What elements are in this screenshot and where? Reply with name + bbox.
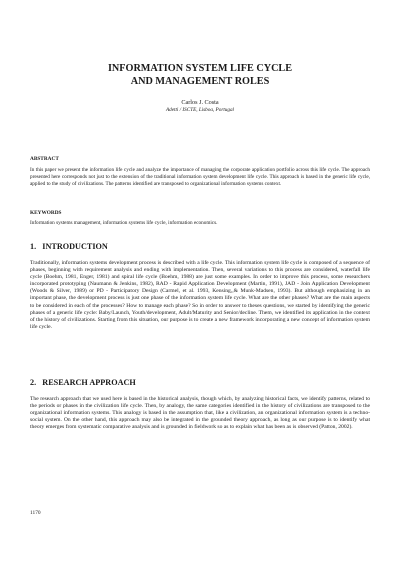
author-affiliation: Adetti / ISCTE, Lisboa, Portugal [165,107,235,113]
title-line-2: AND MANAGEMENT ROLES [130,76,270,87]
keywords-text: Information systems management, information systems life cycle, information economics. [30,220,218,226]
keywords-heading: KEYWORDS [30,210,62,216]
section-text-introduction: Traditionally, information systems development process is described with a life cycle. This information system life cycle is composed of a sequence of phases, beginning with requirement analysis and ending with implementation. Then, several variations to this process are considered, waterfall life cycle (Boehm, 1981, Enger, 1981) and spiral life cycle (Boehm, 1988) are just some examples. In order to improve this process, some researchers incorporated prototyping (Naumann & Jenkins, 1982), RAD - Rapid Application Development (Martin, 1991), JAD - Join Application Development (Woods & Silver, 1989) or PD - Participatory Design (Carmel, et al. 1993, Kensing,,& Munk-Madsen, 1993). But although emphasizing in an important phase, the development process is just one phase of the information system life cycle. What are the other phases? What are the main aspects to be considered in each of the processes? How to manage each phase? So in order to answer to theses questions, we started by identifying the generic phases of a generic life cycle: Baby/Launch, Youth/development, Adult/Maturity and Senior/decline. Them, we identified its application in the context of the history of civilizations. Starting from this situation, our purpose is to create a new framework incorporating a new concept of information system life cycle. [30,260,370,330]
abstract-heading: ABSTRACT [30,156,59,162]
page-number: 1170 [30,510,41,516]
section-text-research-approach: The research approach that we used here is based in the historical analysis, though which, by analyzing historical facts, we identify patterns, related to the periods or phases in the civilization life cycle. Then, by analogy, the same categories identified in the history of civilizations are transposed to the organizational information systems. This analogy is based in the assumption that, like a civilization, an organizational information system is a techno-social system. On the other hand, this approach may also be integrated in the grounded theory approach, as long as our purpose is to identify what theory emerges from systematic comparative analysis and is grounded in fieldwork so as to explain what has been as is observed (Patton, 2002). [30,396,370,431]
author-name: Carlos J. Costa [181,99,219,106]
abstract-text: In this paper we present the information life cycle and analyze the importance of managing the corporate application portfolio across this life cycle. The approach presented here corresponds not just to the extension of the traditional information system development life cycle. This approach is based in the generic life cycle, applied to the study of civilizations. The patterns identified are transposed to organizational information systems context. [30,167,370,187]
section-heading-research-approach: 2. RESEARCH APPROACH [30,378,136,387]
title-line-1: INFORMATION SYSTEM LIFE CYCLE [107,63,293,74]
section-heading-introduction: 1. INTRODUCTION [30,242,108,251]
paper-title [0,62,400,88]
